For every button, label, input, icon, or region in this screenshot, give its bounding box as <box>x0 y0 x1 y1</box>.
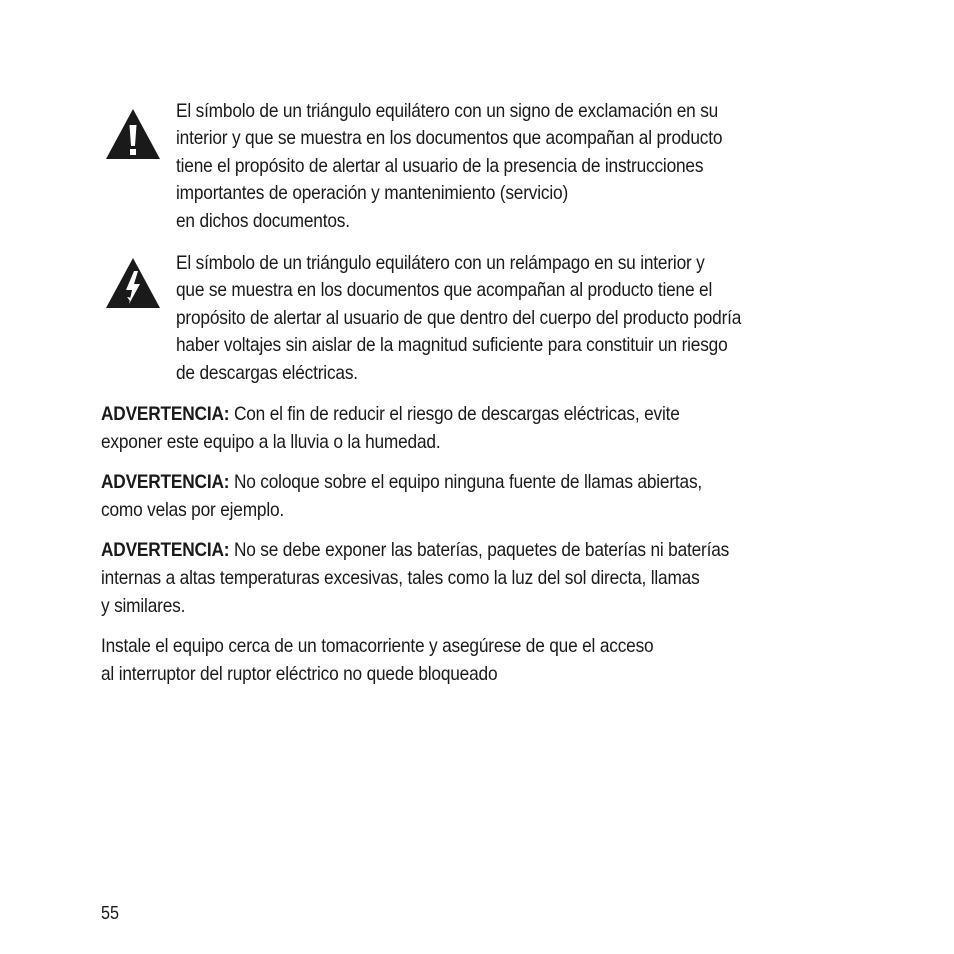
warning-text: internas a altas temperaturas excesivas, tales como la luz del sol directa, llamas <box>101 568 700 589</box>
exclamation-triangle-icon <box>105 108 161 160</box>
warning-paragraph <box>101 401 821 457</box>
text-line: importantes de operación y mantenimiento (servicio) <box>176 183 569 205</box>
text-line: El símbolo de un triángulo equilátero con un relámpago en su interior y <box>176 253 705 274</box>
warning-text: No coloque sobre el equipo ninguna fuente de llamas abiertas, <box>233 472 703 493</box>
warning-first-line <box>101 469 821 497</box>
install-note-text: Instale el equipo cerca de un tomacorriente y asegúrese de que el acceso <box>101 636 654 657</box>
page-number: 55 <box>101 903 120 923</box>
warning-first-line <box>101 537 821 565</box>
warning-first-line <box>101 401 821 429</box>
warning-text: exponer este equipo a la lluvia o la humedad. <box>101 432 441 453</box>
text-line: en dichos documentos. <box>176 210 350 232</box>
text-line: que se muestra en los documentos que acompañan al producto tiene el <box>176 280 713 302</box>
text-line: interior y que se muestra en los documentos que acompañan al producto <box>176 128 723 150</box>
warning-label: ADVERTENCIA: <box>101 540 230 561</box>
warning-label: ADVERTENCIA: <box>101 404 230 425</box>
warning-text: y similares. <box>101 596 186 617</box>
install-note-paragraph <box>101 633 821 689</box>
warning-text: No se debe exponer las baterías, paquetes de baterías ni baterías <box>233 540 730 561</box>
lightning-symbol-description <box>176 250 797 387</box>
install-note-text: al interruptor del ruptor eléctrico no quede bloqueado <box>101 664 498 685</box>
warning-paragraph <box>101 469 821 525</box>
text-line: propósito de alertar al usuario de que dentro del cuerpo del producto podría <box>176 307 742 329</box>
text-line: de descargas eléctricas. <box>176 362 358 384</box>
lightning-triangle-icon <box>105 257 161 309</box>
text-line: haber voltajes sin aislar de la magnitud suficiente para constituir un riesgo <box>176 335 728 357</box>
warning-label: ADVERTENCIA: <box>101 472 230 493</box>
exclamation-symbol-description <box>176 98 797 235</box>
text-line: El símbolo de un triángulo equilátero con un signo de exclamación en su <box>176 101 719 122</box>
warning-paragraph <box>101 537 821 621</box>
text-line: tiene el propósito de alertar al usuario de la presencia de instrucciones <box>176 155 704 177</box>
warning-text: como velas por ejemplo. <box>101 500 285 521</box>
warning-text: Con el fin de reducir el riesgo de descargas eléctricas, evite <box>233 404 680 425</box>
